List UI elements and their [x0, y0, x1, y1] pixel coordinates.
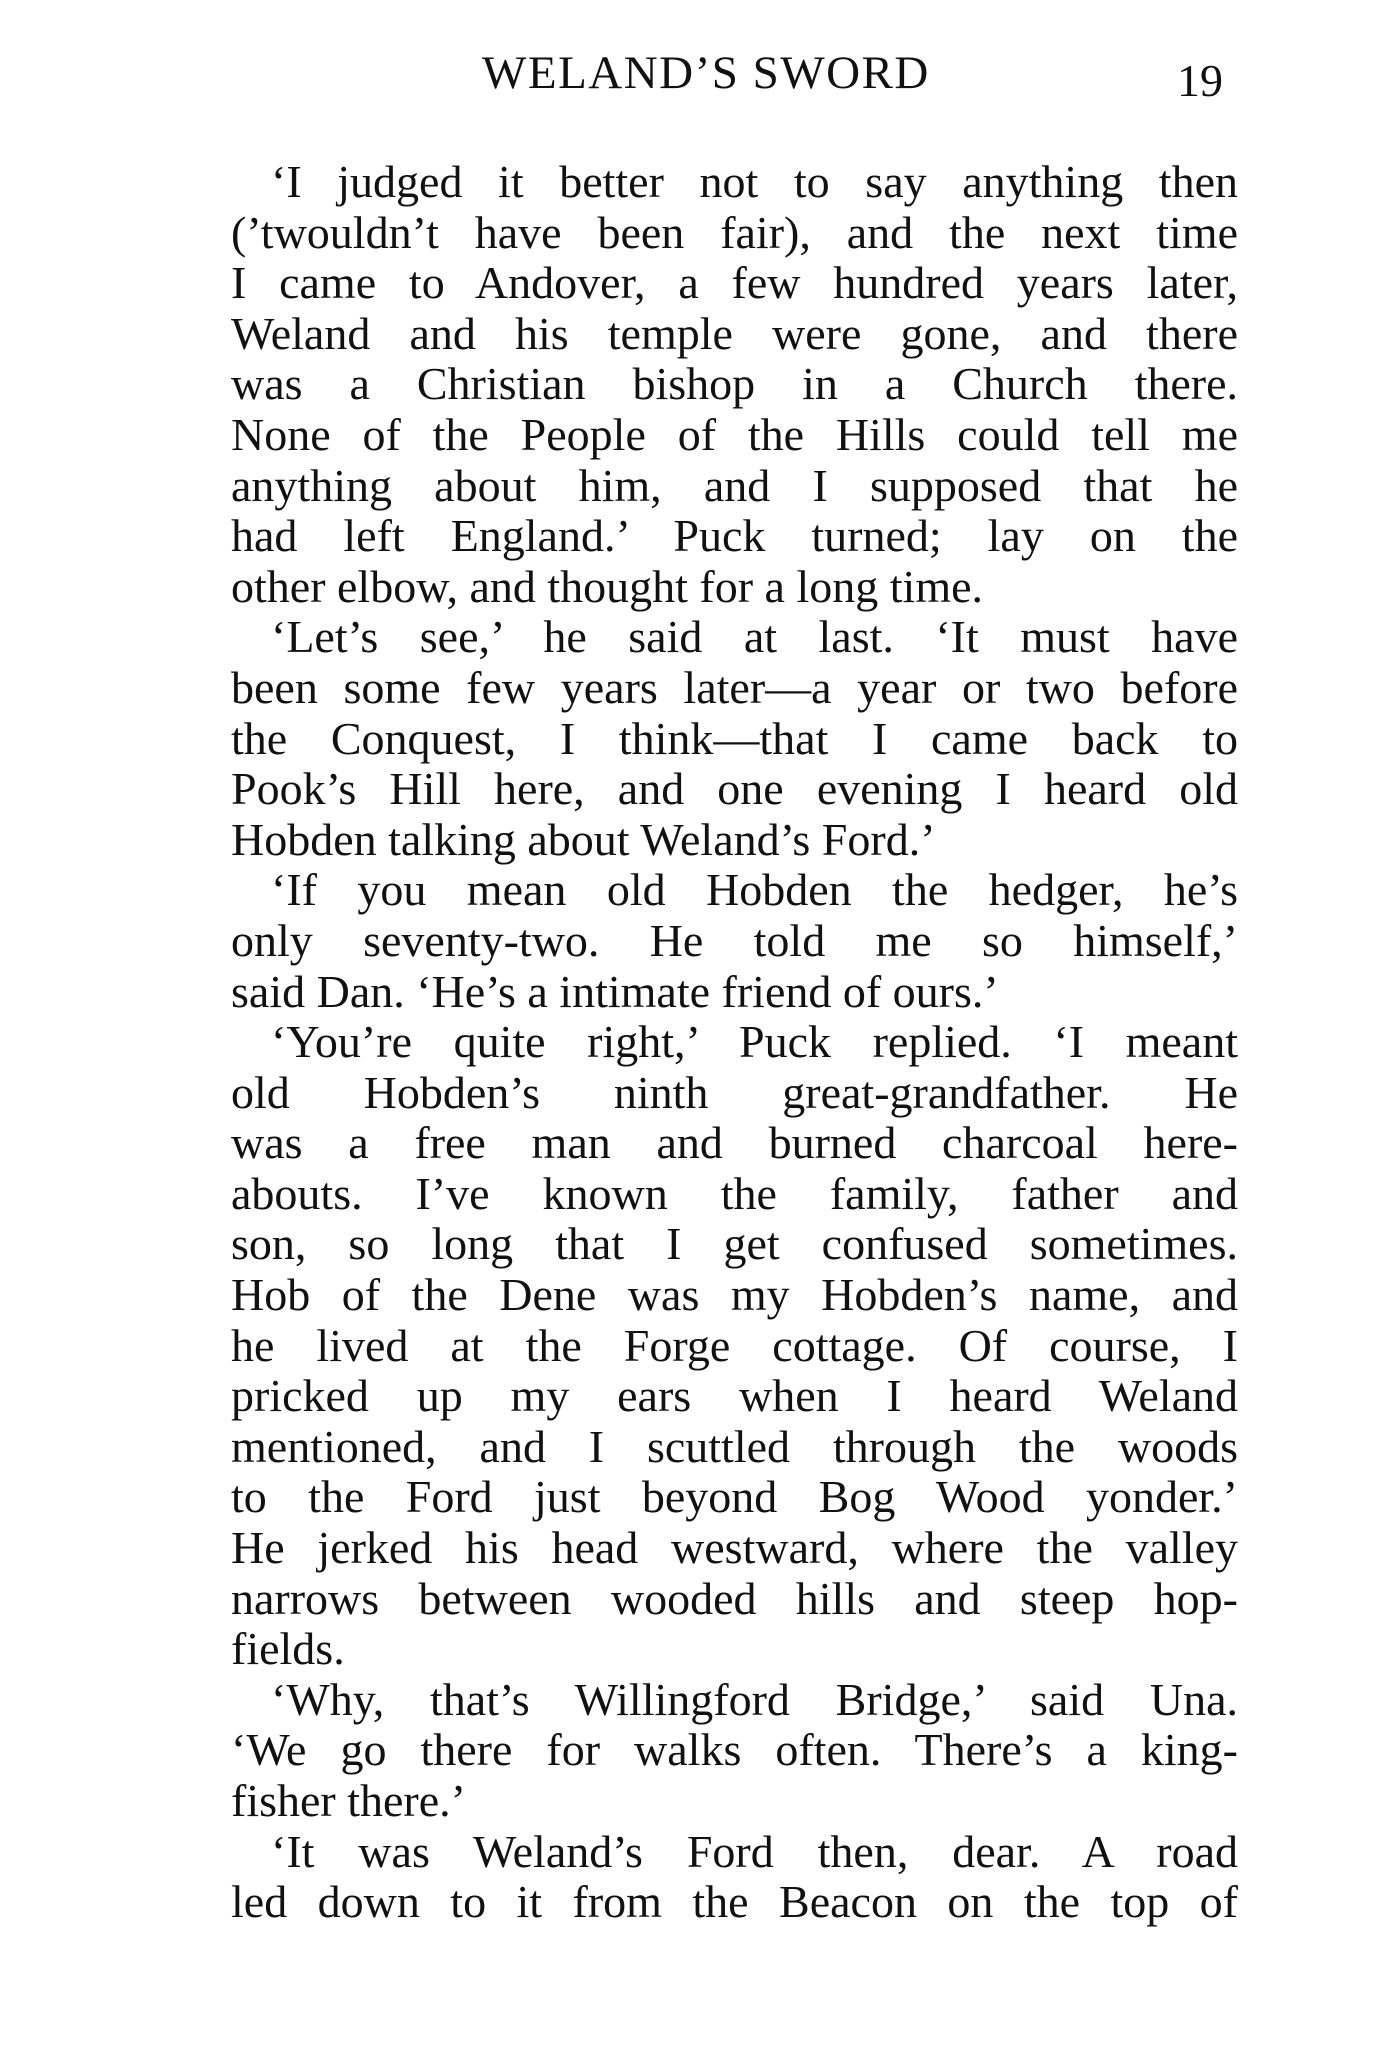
text-line: None of the People of the Hills could tell me	[231, 408, 1238, 460]
page-number: 19	[1177, 55, 1223, 106]
text-line: been some few years later—a year or two before	[231, 661, 1238, 713]
paragraph	[231, 1675, 1238, 1827]
text-line: fields.	[231, 1623, 345, 1675]
text-line: ‘We go there for walks often. There’s a king-	[231, 1724, 1238, 1776]
text-line: narrows between wooded hills and steep hop-	[231, 1572, 1238, 1624]
text-line: said Dan. ‘He’s a intimate friend of ours.’	[231, 965, 999, 1017]
text-line: Weland and his temple were gone, and there	[231, 307, 1238, 359]
text-line: I came to Andover, a few hundred years later,	[231, 257, 1238, 309]
text-line: only seventy-two. He told me so himself,’	[231, 914, 1238, 966]
text-line: had left England.’ Puck turned; lay on the	[231, 510, 1238, 562]
running-title: WELAND’S SWORD	[482, 47, 930, 99]
body-text	[231, 157, 1238, 1928]
text-line: ‘Why, that’s Willingford Bridge,’ said Una.	[271, 1673, 1238, 1725]
text-line: the Conquest, I think—that I came back to	[231, 712, 1238, 764]
text-line: other elbow, and thought for a long time.	[231, 560, 984, 612]
paragraph	[231, 1827, 1238, 1928]
text-line: was a free man and burned charcoal here-	[231, 1117, 1238, 1169]
text-line: ‘Let’s see,’ he said at last. ‘It must have	[271, 611, 1238, 663]
text-line: ‘It was Weland’s Ford then, dear. A road	[271, 1825, 1238, 1877]
paragraph	[231, 157, 1238, 612]
text-line: anything about him, and I supposed that he	[231, 459, 1238, 511]
paragraph	[231, 865, 1238, 1017]
text-line: to the Ford just beyond Bog Wood yonder.’	[231, 1471, 1238, 1523]
text-line: pricked up my ears when I heard Weland	[231, 1370, 1238, 1422]
text-line: abouts. I’ve known the family, father and	[231, 1167, 1238, 1219]
text-line: He jerked his head westward, where the valley	[231, 1522, 1238, 1574]
text-line: ‘You’re quite right,’ Puck replied. ‘I meant	[271, 1016, 1238, 1068]
text-line: ‘If you mean old Hobden the hedger, he’s	[271, 864, 1238, 916]
paragraph	[231, 612, 1238, 865]
text-line: Pook’s Hill here, and one evening I heard old	[231, 763, 1238, 815]
text-line: Hob of the Dene was my Hobden’s name, and	[231, 1269, 1238, 1321]
text-line: mentioned, and I scuttled through the woods	[231, 1420, 1238, 1472]
text-line: (’twouldn’t have been fair), and the next time	[231, 206, 1238, 258]
text-line: he lived at the Forge cottage. Of course, I	[231, 1319, 1238, 1371]
text-line: son, so long that I get confused sometimes.	[231, 1218, 1238, 1270]
text-line: Hobden talking about Weland’s Ford.’	[231, 813, 936, 865]
text-line: was a Christian bishop in a Church there.	[231, 358, 1238, 410]
paragraph	[231, 1017, 1238, 1675]
text-line: fisher there.’	[231, 1775, 466, 1826]
text-line: ‘I judged it better not to say anything then	[271, 156, 1238, 207]
text-line: led down to it from the Beacon on the top of	[231, 1876, 1238, 1928]
text-line: old Hobden’s ninth great-grandfather. He	[231, 1066, 1238, 1118]
